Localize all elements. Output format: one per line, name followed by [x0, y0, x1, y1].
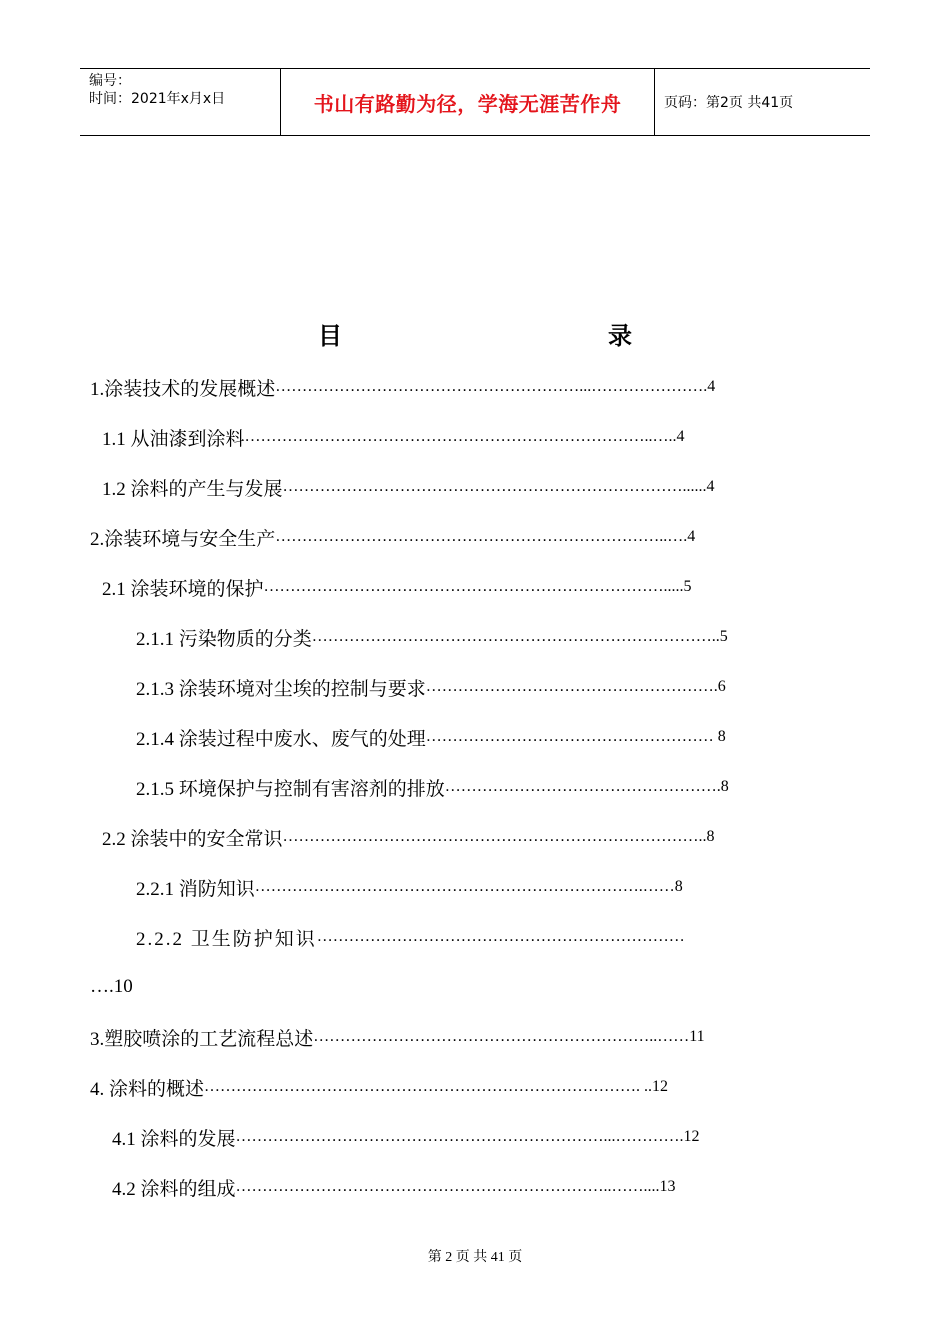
toc-entry-label: 1.2 涂料的产生与发展	[102, 478, 283, 500]
toc-title-left: 目	[318, 322, 342, 350]
toc-entry-label: 1.1 从油漆到涂料	[102, 428, 245, 450]
toc-entry[interactable]	[90, 1112, 855, 1162]
toc-entry-label: 2.1.4 涂装过程中废水、废气的处理	[136, 728, 426, 750]
header-meta	[80, 69, 281, 135]
toc-entry-label: 2.1.3 涂装环境对尘埃的控制与要求	[136, 678, 426, 700]
toc-entry[interactable]	[90, 712, 855, 762]
toc-entry-label: 3.塑胶喷涂的工艺流程总述	[90, 1028, 314, 1050]
toc-entry-label: 2.1.5 环境保护与控制有害溶剂的排放	[136, 778, 445, 800]
toc-entry[interactable]	[90, 1012, 855, 1062]
toc-entry-leader: …………………………………………….8	[444, 778, 729, 795]
header-page-info: 页码：第2页 共41页	[664, 95, 794, 111]
toc-entry-leader: ……………………………………………………………...………….12	[235, 1128, 700, 1145]
toc-entry-label: 2.2.1 消防知识	[136, 878, 255, 900]
toc-entry-label: 4.2 涂料的组成	[112, 1178, 236, 1200]
toc-entry-leader: ……………………………………………… 8	[425, 728, 726, 745]
toc-entry-label: 2.1 涂装环境的保护	[102, 578, 264, 600]
toc-entry-label: 1.涂装技术的发展概述	[90, 378, 276, 400]
toc-entry-leader: ……………………………………………………………………..8	[282, 828, 715, 845]
toc-entry-leader: ……………………………………………….6	[425, 678, 726, 695]
toc-entry-label: 4.1 涂料的发展	[112, 1128, 236, 1150]
toc-entry[interactable]	[90, 562, 855, 612]
toc-entry[interactable]	[90, 1062, 855, 1112]
toc-entry-leader: ……………………………………………………………….……8	[254, 878, 683, 895]
toc-entry-label: 2.涂装环境与安全生产	[90, 528, 276, 550]
toc-entry-leader: …………………………………………………...………………….4	[275, 378, 716, 395]
toc-entry[interactable]	[90, 862, 855, 912]
toc-entry[interactable]	[90, 362, 855, 412]
toc-entry-leader: ………………………………………………………………….....5	[263, 578, 692, 595]
toc-entry-leader: …………………………………………………………………......4	[282, 478, 715, 495]
document-number: 编号：	[89, 73, 131, 89]
toc-entry[interactable]	[90, 612, 855, 662]
toc-entry[interactable]	[90, 912, 855, 962]
toc-entry[interactable]	[90, 1162, 855, 1212]
toc-title-right: 录	[608, 322, 632, 350]
toc-entry-label: 2.2 涂装中的安全常识	[102, 828, 283, 850]
toc-entry-label: 2.2.2 卫生防护知识	[136, 928, 317, 950]
toc-entry-leader: …………………………………………………………………..5	[311, 628, 728, 645]
toc-entry-label: 2.1.1 污染物质的分类	[136, 628, 312, 650]
toc-title	[0, 316, 950, 356]
page-footer: 第 2 页 共 41 页	[427, 1250, 523, 1265]
toc-entry-leader: …………………………………………………………………..…..4	[244, 428, 685, 445]
toc-entry[interactable]	[90, 812, 855, 862]
header-motto: 书山有路勤为径，学海无涯苦作舟	[281, 69, 655, 135]
table-of-contents	[90, 362, 855, 1212]
toc-entry[interactable]	[90, 412, 855, 462]
toc-entry[interactable]	[90, 762, 855, 812]
toc-entry-label: 4. 涂料的概述	[90, 1078, 205, 1100]
document-date: 时间：2021年x月x日	[89, 91, 226, 107]
toc-entry-leader: ……………………………………………………………	[316, 928, 685, 945]
toc-entry-leader: ………………………………………………………..……11	[313, 1028, 705, 1045]
toc-entry[interactable]	[90, 512, 855, 562]
toc-entry-leader: ………………………………………………………………………. ..12	[204, 1078, 669, 1095]
toc-entry-continuation: ….10	[90, 976, 133, 997]
toc-entry-leader: ………………………………………………………………..….4	[275, 528, 696, 545]
toc-entry-leader: ……………………………………………………………..……....13	[235, 1178, 676, 1195]
toc-entry[interactable]	[90, 662, 855, 712]
page-header	[80, 68, 870, 136]
toc-entry[interactable]	[90, 462, 855, 512]
